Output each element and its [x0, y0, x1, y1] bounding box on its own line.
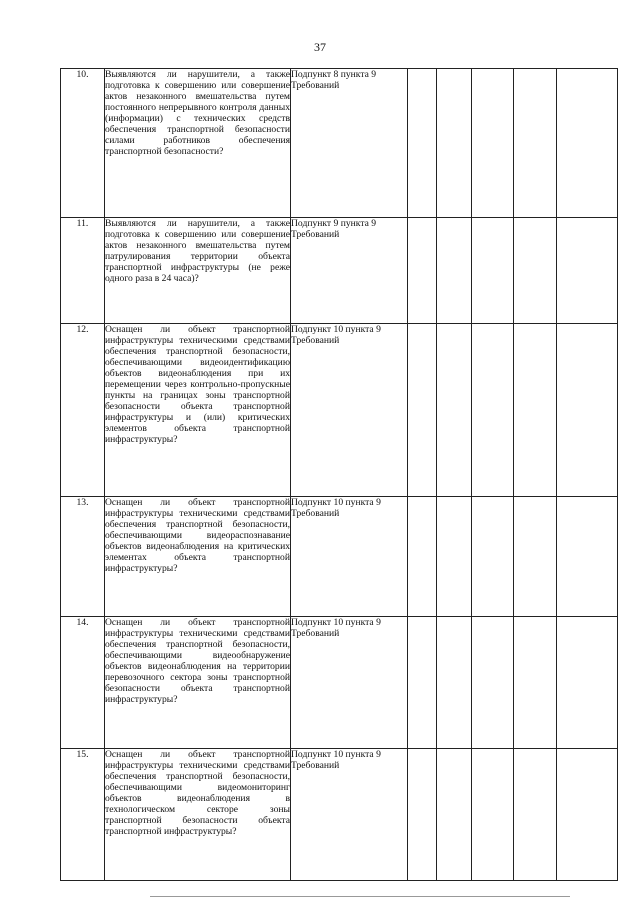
notes-cell[interactable]	[557, 617, 618, 749]
checklist-table	[60, 68, 618, 881]
answer-cell[interactable]	[514, 617, 557, 749]
row-number: 11.	[61, 218, 105, 324]
bottom-divider	[150, 896, 570, 897]
row-number: 13.	[61, 497, 105, 617]
requirement-reference: Подпункт 10 пункта 9 Требований	[291, 617, 408, 749]
table-row	[61, 218, 618, 324]
requirement-reference: Подпункт 8 пункта 9 Требований	[291, 69, 408, 218]
row-number: 10.	[61, 69, 105, 218]
table-row	[61, 497, 618, 617]
answer-cell[interactable]	[408, 69, 437, 218]
row-number: 14.	[61, 617, 105, 749]
notes-cell[interactable]	[557, 69, 618, 218]
answer-cell[interactable]	[514, 218, 557, 324]
table-row	[61, 617, 618, 749]
answer-cell[interactable]	[472, 617, 514, 749]
answer-cell[interactable]	[472, 324, 514, 497]
requirement-reference: Подпункт 10 пункта 9 Требований	[291, 497, 408, 617]
answer-cell[interactable]	[437, 749, 472, 881]
question-text: Оснащен ли объект транспортной инфраструктуры техническими средствами обеспечения транспортной безопасности, обеспечивающими видеомониторинг объектов видеонаблюдения в технологическом секторе зоны транспортной безопасности объекта транспортной инфраструктуры?	[105, 749, 291, 881]
answer-cell[interactable]	[514, 497, 557, 617]
row-number: 12.	[61, 324, 105, 497]
question-text: Оснащен ли объект транспортной инфраструктуры техническими средствами обеспечения транспортной безопасности, обеспечивающими видеораспознавание объектов видеонаблюдения на критических элементах объекта транспортной инфраструктуры?	[105, 497, 291, 617]
answer-cell[interactable]	[514, 749, 557, 881]
answer-cell[interactable]	[437, 69, 472, 218]
page-number: 37	[314, 40, 326, 54]
row-number: 15.	[61, 749, 105, 881]
requirement-reference: Подпункт 10 пункта 9 Требований	[291, 324, 408, 497]
notes-cell[interactable]	[557, 497, 618, 617]
answer-cell[interactable]	[472, 218, 514, 324]
notes-cell[interactable]	[557, 749, 618, 881]
answer-cell[interactable]	[437, 497, 472, 617]
answer-cell[interactable]	[408, 749, 437, 881]
answer-cell[interactable]	[437, 324, 472, 497]
question-text: Оснащен ли объект транспортной инфраструктуры техническими средствами обеспечения транспортной безопасности, обеспечивающими видеообнаружение объектов видеонаблюдения на территории перевозочного сектора зоны транспортной безопасности объекта транспортной инфраструктуры?	[105, 617, 291, 749]
answer-cell[interactable]	[472, 69, 514, 218]
answer-cell[interactable]	[514, 324, 557, 497]
table-row	[61, 749, 618, 881]
table-row	[61, 324, 618, 497]
answer-cell[interactable]	[437, 218, 472, 324]
answer-cell[interactable]	[437, 617, 472, 749]
answer-cell[interactable]	[408, 324, 437, 497]
question-text: Оснащен ли объект транспортной инфраструктуры техническими средствами обеспечения транспортной безопасности, обеспечивающими видеоидентификацию объектов видеонаблюдения при их перемещении через контрольно-пропускные пункты на границах зоны транспортной безопасности объекта транспортной инфраструктуры и (или) критических элементов объекта транспортной инфраструктуры?	[105, 324, 291, 497]
question-text: Выявляются ли нарушители, а также подготовка к совершению или совершение актов незаконного вмешательства путем патрулирования территории объекта транспортной инфраструктуры (не реже одного раза в 24 часа)?	[105, 218, 291, 324]
notes-cell[interactable]	[557, 324, 618, 497]
table-row	[61, 69, 618, 218]
answer-cell[interactable]	[472, 497, 514, 617]
answer-cell[interactable]	[408, 497, 437, 617]
answer-cell[interactable]	[408, 617, 437, 749]
answer-cell[interactable]	[514, 69, 557, 218]
requirement-reference: Подпункт 10 пункта 9 Требований	[291, 749, 408, 881]
question-text: Выявляются ли нарушители, а также подготовка к совершению или совершение актов незаконного вмешательства путем постоянного непрерывного контроля данных (информации) с технических средств обеспечения транспортной безопасности силами работников обеспечения транспортной безопасности?	[105, 69, 291, 218]
answer-cell[interactable]	[472, 749, 514, 881]
requirement-reference: Подпункт 9 пункта 9 Требований	[291, 218, 408, 324]
answer-cell[interactable]	[408, 218, 437, 324]
notes-cell[interactable]	[557, 218, 618, 324]
